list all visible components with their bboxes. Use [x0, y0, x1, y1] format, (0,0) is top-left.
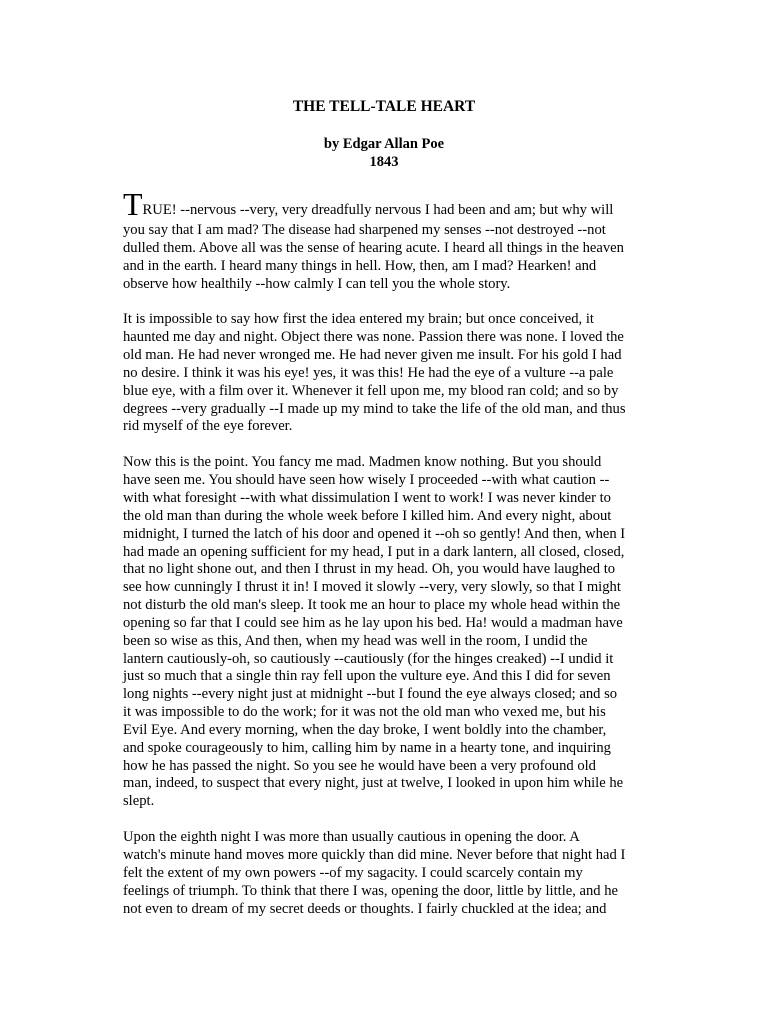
text-line: and spoke courageously to him, calling him by name in a hearty tone, and inquiring — [123, 739, 611, 756]
text-line: just so much that a single thin ray fell upon the vulture eye. And this I did for seven — [123, 668, 611, 685]
text-line: observe how healthily --how calmly I can tell you the whole story. — [123, 275, 511, 292]
text-line: feelings of triumph. To think that there I was, opening the door, little by little, and he — [123, 882, 619, 899]
text-line: been so wise as this, And then, when my head was well in the room, I undid the — [123, 632, 588, 649]
paragraph-2 — [123, 311, 645, 436]
text-line: Evil Eye. And every morning, when the day broke, I went boldly into the chamber, — [123, 721, 607, 738]
text-line: you say that I am mad? The disease had sharpened my senses --not destroyed --not — [123, 222, 606, 238]
text-line: dulled them. Above all was the sense of hearing acute. I heard all things in the heaven — [123, 239, 624, 256]
text-line: that no light shone out, and then I thrust in my head. Oh, you would have laughed to — [123, 561, 616, 578]
text-line: midnight, I turned the latch of his door and opened it --oh so gently! And then, when I — [123, 525, 626, 542]
author-line: by Edgar Allan Poe — [323, 136, 445, 152]
text-line: Now this is the point. You fancy me mad. Madmen know nothing. But you should — [123, 454, 602, 471]
text-line: the old man than during the whole week before I killed him. And every night, about — [123, 507, 612, 524]
paragraph-3 — [123, 454, 645, 811]
text-line: not even to dream of my secret deeds or thoughts. I fairly chuckled at the idea; and — [123, 900, 607, 917]
text-line: it was impossible to do the work; for it was not the old man who vexed me, but his — [123, 704, 606, 721]
text-line: no desire. I think it was his eye! yes, it was this! He had the eye of a vulture --a pale — [123, 364, 614, 381]
text-line: see how cunningly I thrust it in! I moved it slowly --very, very slowly, so that I might — [123, 579, 621, 596]
text-line: slept. — [123, 793, 155, 810]
text-line: blue eye, with a film over it. Whenever it fell upon me, my blood ran cold; and so by — [123, 382, 619, 399]
text-line: have seen me. You should have seen how wisely I proceeded --with what caution -- — [123, 472, 610, 489]
text-line: felt the extent of my own powers --of my sagacity. I could scarcely contain my — [123, 864, 583, 881]
text-line: lantern cautiously-oh, so cautiously --cautiously (for the hinges creaked) --I undid it — [123, 650, 614, 667]
text-line: man, indeed, to suspect that every night, just at twelve, I looked in upon him while he — [123, 775, 624, 792]
text-line: watch's minute hand moves more quickly than did mine. Never before that night had I — [123, 847, 626, 863]
text-line: It is impossible to say how first the idea entered my brain; but once conceived, it — [123, 311, 594, 328]
text-line: degrees --very gradually --I made up my mind to take the life of the old man, and thus — [123, 400, 626, 417]
first-line-text: RUE! --nervous --very, very dreadfully nervous I had been and am; but why will — [142, 202, 614, 218]
text-line: old man. He had never wronged me. He had never given me insult. For his gold I had — [123, 347, 622, 364]
text-line: had made an opening sufficient for my head, I put in a dark lantern, all closed, closed, — [123, 543, 625, 560]
first-line — [123, 188, 645, 222]
drop-cap: T — [123, 186, 143, 222]
text-line: Upon the eighth night I was more than usually cautious in opening the door. A — [123, 829, 580, 846]
byline — [123, 135, 645, 171]
text-line: rid myself of the eye forever. — [123, 418, 293, 435]
publication-year: 1843 — [369, 154, 399, 170]
text-line: and in the earth. I heard many things in hell. How, then, am I mad? Hearken! and — [123, 257, 597, 274]
text-line: haunted me day and night. Object there was none. Passion there was none. I loved the — [123, 329, 624, 346]
document-title: THE TELL-TALE HEART — [292, 98, 476, 115]
text-line: opening so far that I could see him as he lay upon his bed. Ha! would a madman have — [123, 614, 623, 631]
story-body — [123, 188, 645, 936]
text-line: not disturb the old man's sleep. It took me an hour to place my whole head within the — [123, 597, 621, 614]
text-line: how he has passed the night. So you see he would have been a very profound old — [123, 757, 596, 774]
text-line: long nights --every night just at midnight --but I found the eye always closed; and so — [123, 686, 618, 703]
paragraph-4 — [123, 829, 645, 918]
paragraph-1 — [123, 188, 645, 293]
text-line: with what foresight --with what dissimulation I went to work! I was never kinder to — [123, 489, 611, 506]
